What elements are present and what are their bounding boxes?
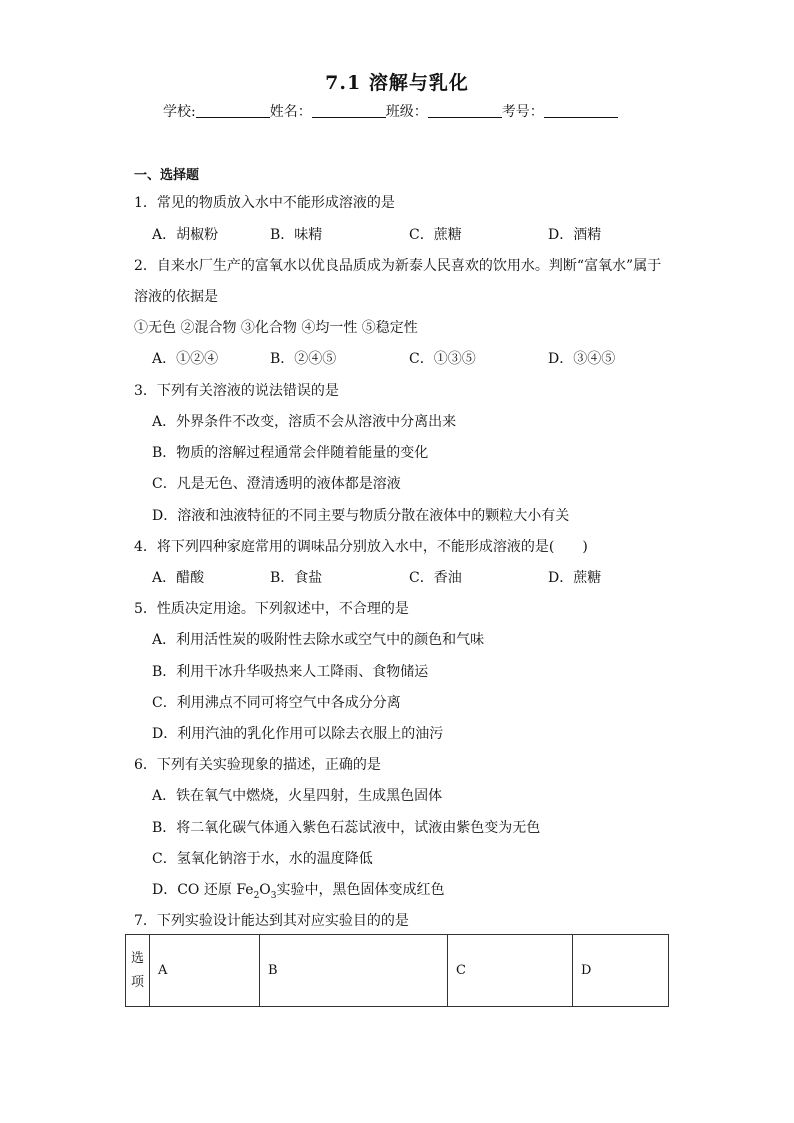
number-blank[interactable] <box>544 103 618 118</box>
question-3-stem: 3．下列有关溶液的说法错误的是 <box>134 383 339 399</box>
number-label: 考号： <box>501 104 544 120</box>
q6-option-d <box>152 879 445 901</box>
q2-option-a: A．①②④ <box>152 351 219 367</box>
q6-option-d-subscript-2: 2 <box>253 890 260 901</box>
q1-option-d: D．酒精 <box>548 227 602 243</box>
name-blank[interactable] <box>312 103 386 118</box>
q2-option-b: B．②④⑤ <box>270 351 337 367</box>
q1-option-b: B．味精 <box>270 227 323 243</box>
q3-option-a: A．外界条件不改变，溶质不会从溶液中分离出来 <box>152 414 457 430</box>
table-cell-c: C <box>448 935 573 1007</box>
q6-option-a: A．铁在氧气中燃烧，火星四射，生成黑色固体 <box>152 788 443 804</box>
q6-option-b: B．将二氧化碳气体通入紫色石蕊试液中，试液由紫色变为无色 <box>152 820 541 836</box>
page-title: 7.1 溶解与乳化 <box>325 72 469 94</box>
name-label: 姓名： <box>269 104 312 120</box>
school-blank[interactable] <box>196 103 270 118</box>
q6-option-d-oxygen: O <box>259 882 271 898</box>
q4-option-a: A．醋酸 <box>152 570 205 586</box>
section-heading: 一、选择题 <box>134 168 200 183</box>
q5-option-c: C．利用沸点不同可将空气中各成分分离 <box>152 695 401 711</box>
q7-options-table <box>125 934 669 1007</box>
question-5-stem: 5．性质决定用途。下列叙述中，不合理的是 <box>134 601 409 617</box>
q5-option-b: B．利用干冰升华吸热来人工降雨、食物储运 <box>152 664 429 680</box>
student-info-line <box>163 101 618 121</box>
question-2-stem-line2: 溶液的依据是 <box>134 289 218 305</box>
q6-option-c: C．氢氧化钠溶于水，水的温度降低 <box>152 851 373 867</box>
q1-option-c: C．蔗糖 <box>409 227 462 243</box>
table-row <box>126 935 669 1007</box>
q4-option-b: B．食盐 <box>270 570 323 586</box>
class-blank[interactable] <box>428 103 502 118</box>
q3-option-b: B．物质的溶解过程通常会伴随着能量的变化 <box>152 445 429 461</box>
table-cell-a: A <box>150 935 260 1007</box>
question-2-items: ①无色 ②混合物 ③化合物 ④均一性 ⑤稳定性 <box>134 320 418 336</box>
question-6-stem: 6．下列有关实验现象的描述，正确的是 <box>134 757 381 773</box>
q4-option-c: C．香油 <box>409 570 462 586</box>
q2-option-c: C．①③⑤ <box>409 351 476 367</box>
q3-option-c: C．凡是无色、澄清透明的液体都是溶液 <box>152 476 401 492</box>
table-head-cell <box>126 935 150 1007</box>
q5-option-a: A．利用活性炭的吸附性去除水或空气中的颜色和气味 <box>152 632 485 648</box>
table-head-char-1: 选 <box>131 950 145 966</box>
q2-option-d: D．③④⑤ <box>548 351 616 367</box>
q6-option-d-subscript-3: 3 <box>270 890 277 901</box>
class-label: 班级： <box>385 104 428 120</box>
table-cell-b: B <box>260 935 448 1007</box>
q5-option-d: D．利用汽油的乳化作用可以除去衣服上的油污 <box>152 726 444 742</box>
q1-option-a: A．胡椒粉 <box>152 227 219 243</box>
table-head-char-2: 项 <box>131 974 145 990</box>
question-2-stem-line1: 2．自来水厂生产的富氧水以优良品质成为新泰人民喜欢的饮用水。判断“富氧水”属于 <box>134 258 662 274</box>
question-7-stem: 7．下列实验设计能达到其对应实验目的的是 <box>134 913 409 929</box>
table-cell-d: D <box>573 935 669 1007</box>
question-4-stem: 4．将下列四种家庭常用的调味品分别放入水中，不能形成溶液的是( ) <box>134 539 588 555</box>
q6-option-d-prefix: D．CO 还原 Fe <box>152 882 254 898</box>
q6-option-d-suffix: 实验中，黑色固体变成红色 <box>276 882 445 898</box>
school-label: 学校: <box>163 104 196 120</box>
question-1-stem: 1．常见的物质放入水中不能形成溶液的是 <box>134 195 395 211</box>
q4-option-d: D．蔗糖 <box>548 570 602 586</box>
q3-option-d: D．溶液和浊液特征的不同主要与物质分散在液体中的颗粒大小有关 <box>152 508 570 524</box>
